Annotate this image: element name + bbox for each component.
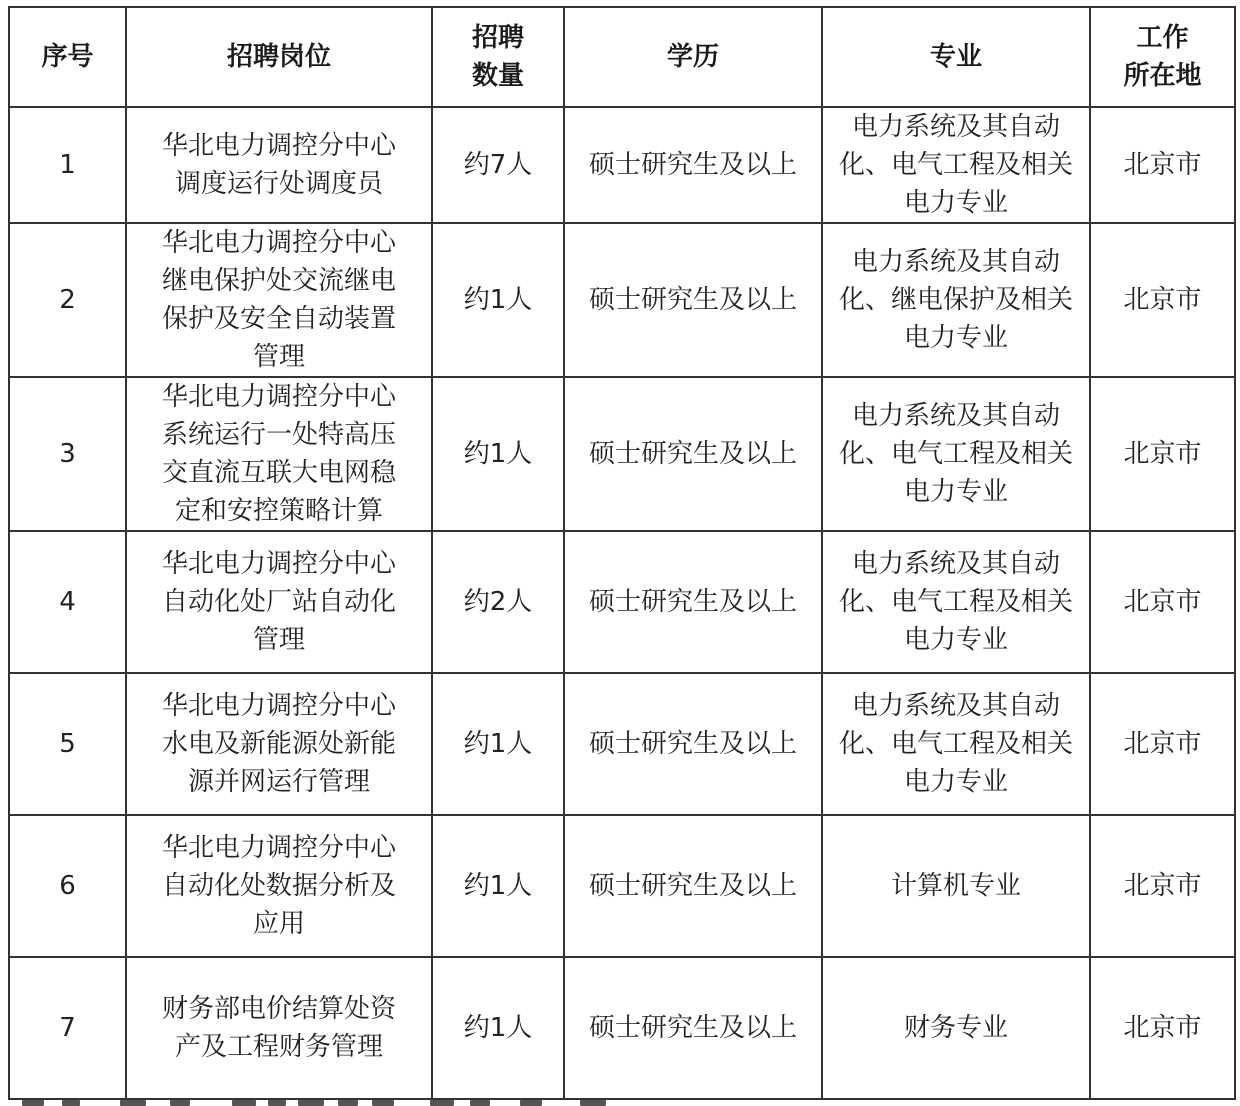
position-line: 交直流互联大电网稳 <box>161 458 396 488</box>
major-line: 计算机专业 <box>890 871 1021 901</box>
position-line: 华北电力调控分中心 <box>161 833 396 863</box>
row-education: 硕士研究生及以上 <box>564 531 822 673</box>
row-major <box>822 815 1090 957</box>
position-line: 华北电力调控分中心 <box>161 549 396 579</box>
row-position <box>126 377 432 531</box>
row-count: 约1人 <box>432 957 564 1099</box>
row-education: 硕士研究生及以上 <box>564 673 822 815</box>
position-line: 管理 <box>252 625 305 655</box>
position-line: 管理 <box>252 342 305 372</box>
row-count: 约1人 <box>432 673 564 815</box>
table-row <box>9 673 1235 815</box>
row-seq: 4 <box>9 531 126 673</box>
row-count: 约1人 <box>432 377 564 531</box>
row-seq: 3 <box>9 377 126 531</box>
row-location: 北京市 <box>1090 815 1235 957</box>
header-count <box>432 7 564 107</box>
row-major <box>822 107 1090 223</box>
header-count-line1: 招聘 <box>471 23 524 53</box>
row-seq: 2 <box>9 223 126 377</box>
row-education: 硕士研究生及以上 <box>564 377 822 531</box>
major-line: 化、继电保护及相关 <box>838 285 1073 315</box>
position-line: 保护及安全自动装置 <box>161 304 396 334</box>
row-location: 北京市 <box>1090 957 1235 1099</box>
row-position <box>126 957 432 1099</box>
row-education: 硕士研究生及以上 <box>564 815 822 957</box>
major-line: 化、电气工程及相关 <box>838 439 1073 469</box>
row-count: 约2人 <box>432 531 564 673</box>
row-major <box>822 957 1090 1099</box>
header-count-line2: 数量 <box>471 61 524 91</box>
table-row <box>9 107 1235 223</box>
table-row <box>9 377 1235 531</box>
position-line: 华北电力调控分中心 <box>161 228 396 258</box>
row-major <box>822 377 1090 531</box>
position-line: 华北电力调控分中心 <box>161 691 396 721</box>
row-count: 约1人 <box>432 815 564 957</box>
row-major <box>822 673 1090 815</box>
major-line: 电力系统及其自动 <box>851 112 1060 142</box>
major-line: 电力系统及其自动 <box>851 691 1060 721</box>
row-education: 硕士研究生及以上 <box>564 957 822 1099</box>
cropped-text-strip <box>0 1098 1240 1106</box>
table-row <box>9 531 1235 673</box>
row-location: 北京市 <box>1090 223 1235 377</box>
major-line: 电力专业 <box>903 477 1008 507</box>
position-line: 定和安控策略计算 <box>174 496 383 526</box>
major-line: 电力专业 <box>903 625 1008 655</box>
position-line: 源并网运行管理 <box>187 767 370 797</box>
major-line: 电力专业 <box>903 767 1008 797</box>
major-line: 财务专业 <box>903 1013 1008 1043</box>
major-line: 电力系统及其自动 <box>851 401 1060 431</box>
row-location: 北京市 <box>1090 531 1235 673</box>
position-line: 华北电力调控分中心 <box>161 131 396 161</box>
row-education: 硕士研究生及以上 <box>564 107 822 223</box>
row-seq: 7 <box>9 957 126 1099</box>
row-count: 约1人 <box>432 223 564 377</box>
position-line: 继电保护处交流继电 <box>161 266 396 296</box>
row-location: 北京市 <box>1090 377 1235 531</box>
header-location-line2: 所在地 <box>1123 61 1202 91</box>
major-line: 电力系统及其自动 <box>851 549 1060 579</box>
position-line: 自动化处厂站自动化 <box>161 587 396 617</box>
row-position <box>126 673 432 815</box>
major-line: 化、电气工程及相关 <box>838 729 1073 759</box>
major-line: 化、电气工程及相关 <box>838 587 1073 617</box>
row-seq: 6 <box>9 815 126 957</box>
position-line: 水电及新能源处新能 <box>161 729 396 759</box>
header-education: 学历 <box>564 7 822 107</box>
position-line: 调度运行处调度员 <box>174 169 383 199</box>
major-line: 电力系统及其自动 <box>851 247 1060 277</box>
header-seq: 序号 <box>9 7 126 107</box>
table-row <box>9 815 1235 957</box>
row-location: 北京市 <box>1090 673 1235 815</box>
row-count: 约7人 <box>432 107 564 223</box>
row-position <box>126 223 432 377</box>
row-position <box>126 107 432 223</box>
row-seq: 5 <box>9 673 126 815</box>
row-position <box>126 815 432 957</box>
position-line: 应用 <box>252 909 305 939</box>
position-line: 产及工程财务管理 <box>174 1032 383 1062</box>
header-location-line1: 工作 <box>1136 23 1189 53</box>
position-line: 财务部电价结算处资 <box>161 994 396 1024</box>
header-major: 专业 <box>822 7 1090 107</box>
row-education: 硕士研究生及以上 <box>564 223 822 377</box>
recruitment-table <box>8 6 1236 1100</box>
major-line: 化、电气工程及相关 <box>838 150 1073 180</box>
header-position: 招聘岗位 <box>126 7 432 107</box>
row-major <box>822 531 1090 673</box>
table-row <box>9 957 1235 1099</box>
position-line: 华北电力调控分中心 <box>161 382 396 412</box>
row-position <box>126 531 432 673</box>
table-header-row <box>9 7 1235 107</box>
position-line: 系统运行一处特高压 <box>161 420 396 450</box>
table-row <box>9 223 1235 377</box>
major-line: 电力专业 <box>903 323 1008 353</box>
row-location: 北京市 <box>1090 107 1235 223</box>
major-line: 电力专业 <box>903 188 1008 218</box>
position-line: 自动化处数据分析及 <box>161 871 396 901</box>
header-location <box>1090 7 1235 107</box>
row-seq: 1 <box>9 107 126 223</box>
row-major <box>822 223 1090 377</box>
